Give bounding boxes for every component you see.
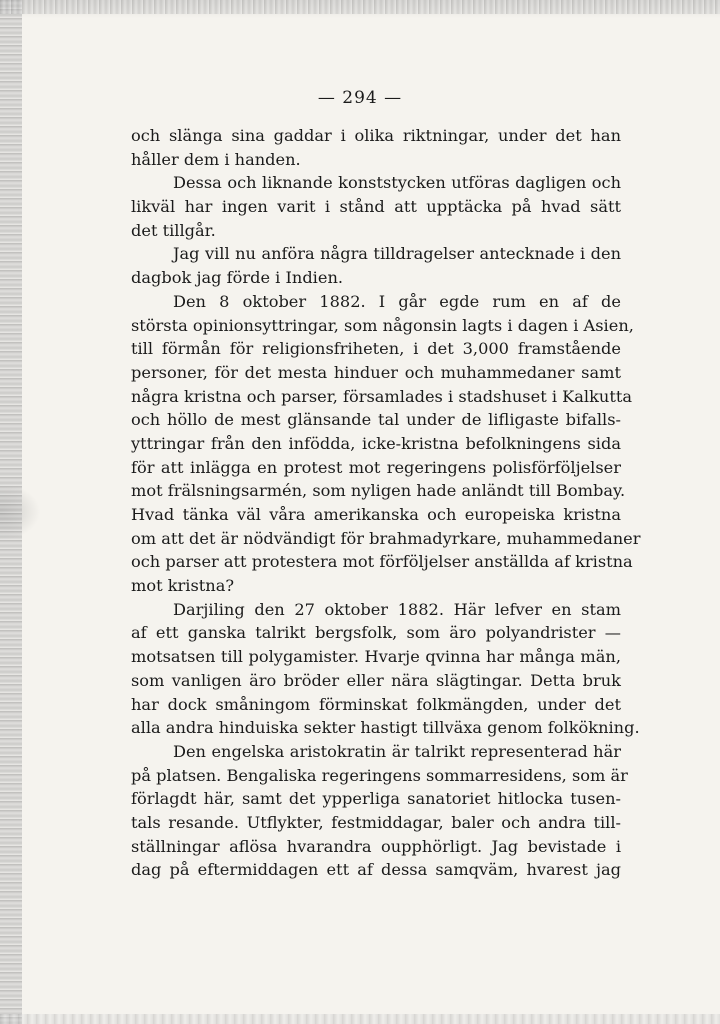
text-line: största opinionsyttringar, som någonsin lagts i dagen i Asien,: [131, 315, 634, 335]
text-line: dagbok jag förde i Indien.: [131, 268, 344, 288]
text-line: yttringar från den infödda, icke-kristna befolkningens sida: [131, 433, 621, 453]
text-line: Hvad tänka väl våra amerikanska och europeiska kristna: [131, 505, 621, 524]
text-line: mot kristna?: [131, 576, 235, 596]
text-line: mot frälsningsarmén, som nyligen hade anländt till Bombay.: [131, 481, 626, 501]
text-line: ställningar aflösa hvarandra oupphörligt. Jag bevistade i: [131, 836, 621, 856]
text-line: af ett ganska talrikt bergsfolk, som äro polyandrister —: [131, 623, 621, 643]
text-line: några kristna och parser, församlades i stadshuset i Kalkutta: [131, 386, 632, 406]
page-binding-edge: [0, 0, 22, 1024]
text-line: och parser att protestera mot förföljelser anställda af kristna: [131, 552, 633, 572]
text-line: förlagdt här, samt det ypperliga sanatoriet hitlocka tusen-: [131, 789, 621, 809]
text-line: motsatsen till polygamister. Hvarje qvinna har många män,: [131, 647, 621, 667]
text-line: det tillgår.: [131, 220, 216, 240]
text-line: dag på eftermiddagen ett af dessa samqväm, hvarest jag: [131, 860, 621, 880]
paragraph-start-line: Den engelska aristokratin är talrikt representerad här: [173, 741, 621, 761]
page-bottom-edge: [0, 1014, 720, 1024]
text-line: har dock småningom förminskat folkmängden, under det: [131, 694, 621, 714]
text-line: till förmån för religionsfriheten, i det 3,000 framstående: [131, 339, 621, 359]
text-line: tals resande. Utflykter, festmiddagar, baler och andra till-: [131, 812, 621, 832]
text-line: alla andra hinduiska sekter hastigt tillväxa genom folkökning.: [131, 718, 640, 738]
text-line: och höllo de mest glänsande tal under de lifligaste bifalls-: [131, 410, 621, 430]
text-line: håller dem i handen.: [131, 149, 301, 169]
paragraph-start-line: Jag vill nu anföra några tilldragelser antecknade i den: [173, 244, 621, 264]
body-text: [131, 124, 641, 882]
text-line: som vanligen äro bröder eller nära slägtingar. Detta bruk: [131, 670, 621, 690]
paragraph-start-line: Dessa och liknande konststycken utföras dagligen och: [173, 173, 621, 193]
text-line: om att det är nödvändigt för brahmadyrkare, muhammedaner: [131, 528, 641, 548]
text-line: på platsen. Bengaliska regeringens sommarresidens, som är: [131, 765, 628, 785]
text-line: likväl har ingen varit i stånd att upptäcka på hvad sätt: [131, 197, 621, 217]
text-line: personer, för det mesta hinduer och muhammedaner samt: [131, 362, 621, 382]
text-line: och slänga sina gaddar i olika riktningar, under det han: [131, 126, 621, 145]
page-number: — 294 —: [317, 88, 403, 108]
text-line: för att inlägga en protest mot regeringens polisförföljelser: [131, 457, 621, 477]
page-top-edge: [0, 0, 720, 14]
paragraph-start-line: Den 8 oktober 1882. I går egde rum en af de: [173, 291, 621, 311]
paragraph-start-line: Darjiling den 27 oktober 1882. Här lefver en stam: [173, 599, 621, 619]
